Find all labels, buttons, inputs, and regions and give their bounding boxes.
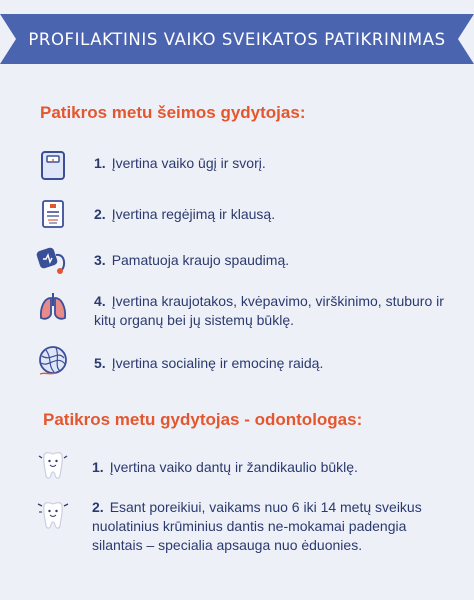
item-text: Esant poreikiui, vaikams nuo 6 iki 14 metų sveikus nuolatinius krūminius dantis ne-mokamai padengia silantais – specialia apsauga nuo ėduonies.: [92, 499, 422, 553]
item-text: Įvertina socialinę ir emocinę raidą.: [111, 355, 324, 371]
item-number: 1.: [92, 459, 104, 475]
yarn-ball-icon: [36, 344, 70, 378]
title-banner: [0, 14, 474, 64]
page-title: PROFILAKTINIS VAIKO SVEIKATOS PATIKRINIMAS: [28, 29, 446, 49]
item-number: 1.: [94, 155, 106, 171]
item-text: Pamatuoja kraujo spaudimą.: [111, 252, 290, 268]
tooth-icon: [36, 448, 70, 482]
lungs-icon: [36, 290, 70, 324]
item-text: Įvertina regėjimą ir klausą.: [111, 206, 276, 222]
item-number: 5.: [94, 355, 106, 371]
family-doctor-heading: Patikros metu šeimos gydytojas:: [40, 103, 306, 122]
item-text: Įvertina vaiko ūgį ir svorį.: [111, 155, 266, 171]
item-number: 3.: [94, 252, 106, 268]
tooth-sparkle-icon: [36, 498, 70, 532]
item-number: 2.: [94, 206, 106, 222]
dentist-heading: Patikros metu gydytojas - odontologas:: [43, 410, 363, 429]
item-text: Įvertina kraujotakos, kvėpavimo, virškinimo, stuburo ir kitų organų bei jų sistemų būklę.: [94, 293, 444, 328]
item-number: 2.: [92, 499, 104, 515]
item-number: 4.: [94, 293, 106, 309]
eye-chart-icon: [36, 197, 70, 231]
item-text: Įvertina vaiko dantų ir žandikaulio būklę.: [109, 459, 358, 475]
blood-pressure-icon: [36, 243, 70, 277]
scale-icon: [36, 148, 70, 182]
